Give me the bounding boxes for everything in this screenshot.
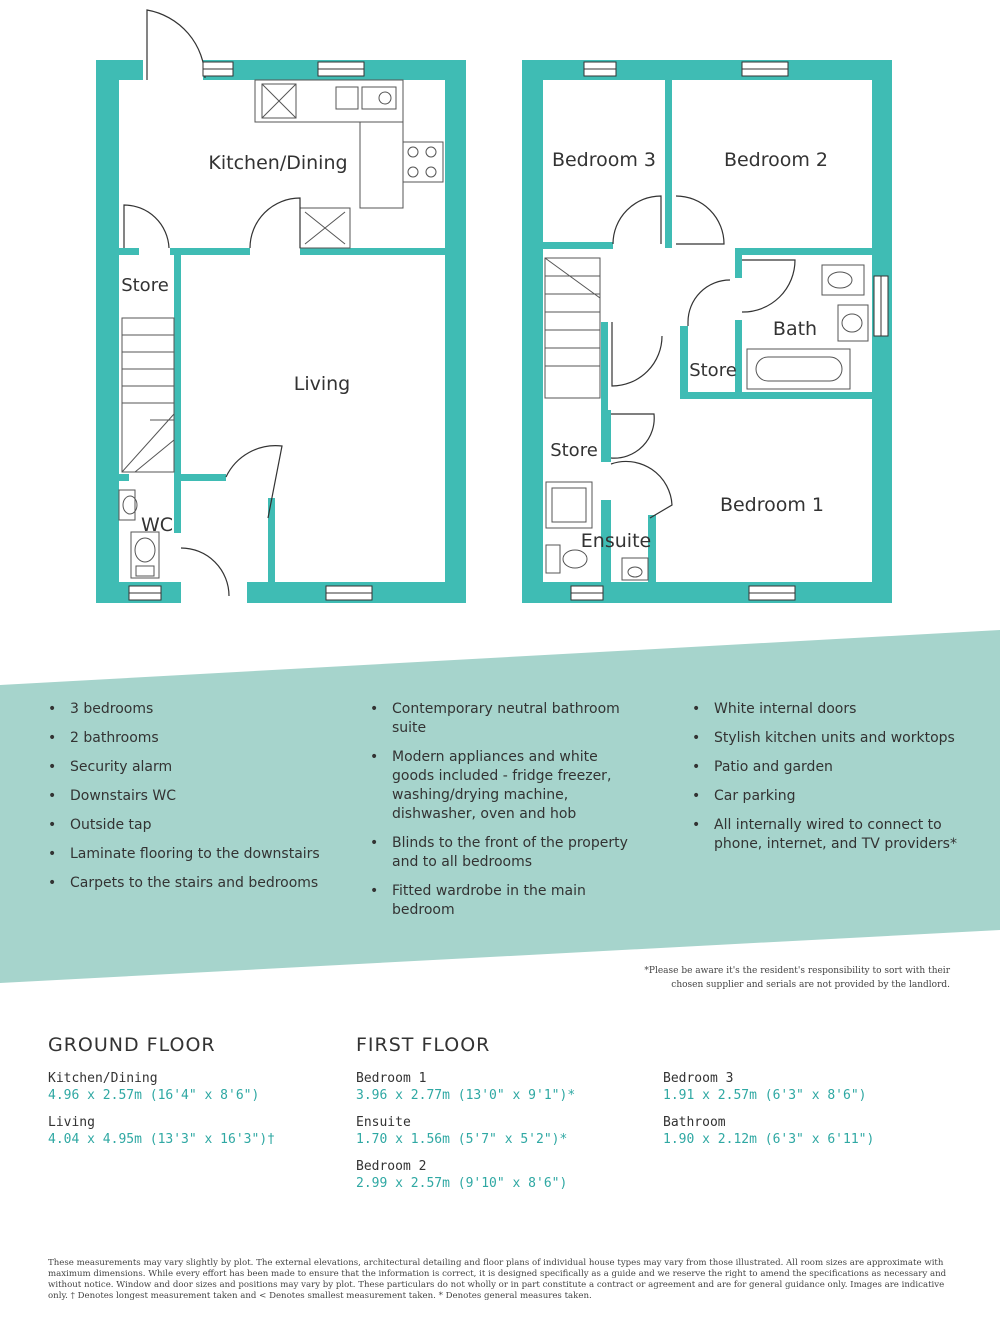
measurement-bedroom1: Bedroom 1 3.96 x 2.77m (13'0" x 9'1")* xyxy=(356,1071,576,1103)
feature-item: • Patio and garden xyxy=(692,758,972,777)
ground-floor-plan xyxy=(96,10,466,608)
feature-item: • Modern appliances and white goods included - fridge freezer, washing/drying machine, dishwasher, oven and hob xyxy=(370,748,640,824)
room-label-bath: Bath xyxy=(772,318,818,340)
room-label-living: Living xyxy=(293,373,351,395)
feature-item: • Carpets to the stairs and bedrooms xyxy=(48,874,348,893)
feature-item: • All internally wired to connect to phone, internet, and TV providers* xyxy=(692,816,972,854)
feature-item: • Fitted wardrobe in the main bedroom xyxy=(370,882,640,920)
measurement-living: Living 4.04 x 4.95m (13'3" x 16'3")† xyxy=(48,1115,275,1147)
first-floor-plan xyxy=(522,60,892,603)
feature-item: • Outside tap xyxy=(48,816,348,835)
feature-item: • Contemporary neutral bathroom suite xyxy=(370,700,640,738)
feature-item: • 3 bedrooms xyxy=(48,700,348,719)
room-label-store-ground: Store xyxy=(121,275,169,296)
features-column-3 xyxy=(692,700,972,864)
feature-item: • White internal doors xyxy=(692,700,972,719)
measurement-bedroom2: Bedroom 2 2.99 x 2.57m (9'10" x 8'6") xyxy=(356,1159,568,1191)
floor-plans xyxy=(0,0,1000,640)
legal-disclaimer: These measurements may vary slightly by plot. The external elevations, architectural detailing and floor plans of individual house types may vary from those illustrated. All room sizes are approximate with maximum dimensions. While every effort has been made to ensure that the information is correct, it is designed specifically as a guide and we reserve the right to amend the specifications as necessary and without notice. Window and door sizes and positions may vary by plot. These particulars do not wholly or in part constitute a contract or agreement and are for general guidance only. Images are indicative only. † Denotes longest measurement taken and < Denotes smallest measurement taken. * Denotes general measures taken. xyxy=(48,1258,947,1301)
feature-item: • Car parking xyxy=(692,787,972,806)
first-floor-heading: FIRST FLOOR xyxy=(356,1034,491,1056)
measurement-bathroom: Bathroom 1.90 x 2.12m (6'3" x 6'11") xyxy=(663,1115,875,1147)
measurement-kitchen-dining: Kitchen/Dining 4.96 x 2.57m (16'4" x 8'6") xyxy=(48,1071,260,1103)
measurement-bedroom3: Bedroom 3 1.91 x 2.57m (6'3" x 8'6") xyxy=(663,1071,867,1103)
room-label-wc: WC xyxy=(140,514,174,536)
feature-item: • 2 bathrooms xyxy=(48,729,348,748)
feature-item: • Blinds to the front of the property and to all bedrooms xyxy=(370,834,640,872)
room-label-kitchen-dining: Kitchen/Dining xyxy=(208,152,348,174)
provider-note: *Please be aware it's the resident's responsibility to sort with their chosen supplier and serials are not provided by the landlord. xyxy=(644,966,950,990)
feature-item: • Laminate flooring to the downstairs xyxy=(48,845,348,864)
room-label-bedroom1: Bedroom 1 xyxy=(719,494,825,516)
features-column-2 xyxy=(370,700,640,930)
feature-item: • Stylish kitchen units and worktops xyxy=(692,729,972,748)
room-label-store-first-a: Store xyxy=(689,360,737,381)
ground-floor-heading: GROUND FLOOR xyxy=(48,1034,216,1056)
feature-item: • Security alarm xyxy=(48,758,348,777)
room-label-ensuite: Ensuite xyxy=(580,530,652,552)
room-label-bedroom2: Bedroom 2 xyxy=(723,149,829,171)
feature-item: • Downstairs WC xyxy=(48,787,348,806)
measurement-ensuite: Ensuite 1.70 x 1.56m (5'7" x 5'2")* xyxy=(356,1115,568,1147)
features-column-1 xyxy=(48,700,348,903)
room-label-store-first-b: Store xyxy=(550,440,598,461)
room-label-bedroom3: Bedroom 3 xyxy=(551,149,657,171)
